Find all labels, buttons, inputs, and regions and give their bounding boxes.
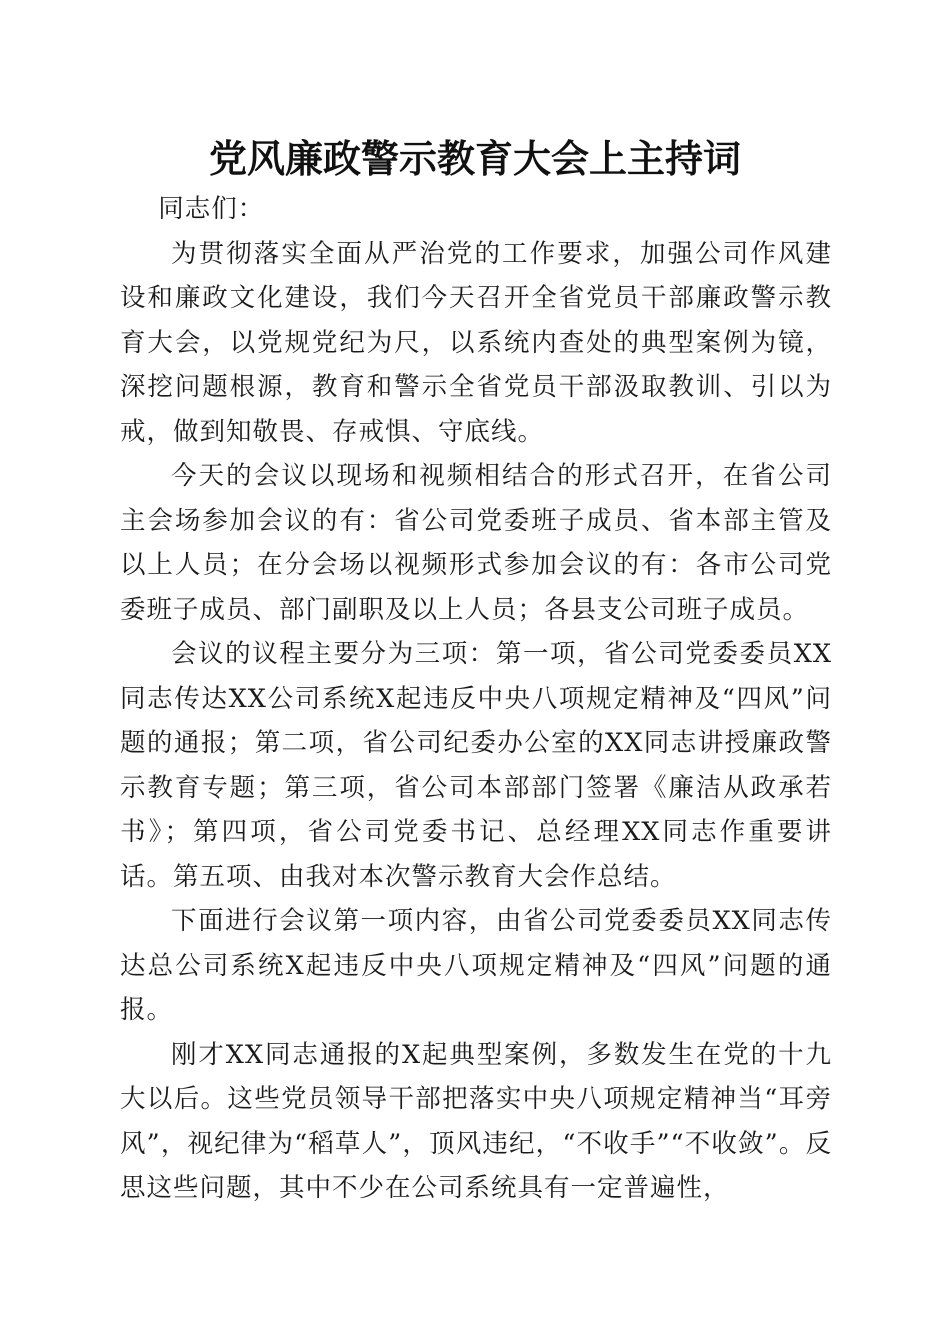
document-title: 党风廉政警示教育大会上主持词 — [208, 136, 741, 181]
salutation: 同志们： — [158, 194, 265, 224]
paragraph-attendance: 今天的会议以现场和视频相结合的形式召开，在省公司主会场参加会议的有：省公司党委班子成员、省本部主管及以上人员；在分会场以视频形式参加会议的有：各市公司党委班子成员、部门副职及以上人员；各县支公司班子成员。 — [120, 461, 832, 625]
document-body — [120, 187, 832, 1211]
paragraph-agenda: 会议的议程主要分为三项：第一项，省公司党委委员XX同志传达XX公司系统X起违反中央八项规定精神及“四风”问题的通报；第二项，省公司纪委办公室的XX同志讲授廉政警示教育专题；第三项，省公司本部部门签署《廉洁从政承若书》；第四项，省公司党委书记、总经理XX同志作重要讲话。第五项、由我对本次警示教育大会作总结。 — [120, 639, 832, 892]
paragraph-case-review: 刚才XX同志通报的X起典型案例，多数发生在党的十九大以后。这些党员领导干部把落实中央八项规定精神当“耳旁风”，视纪律为“稻草人”，顶风违纪，“不收手”“不收敛”。反思这些问题，其中不少在公司系统具有一定普遍性， — [120, 1039, 832, 1203]
paragraph-first-item: 下面进行会议第一项内容，由省公司党委委员XX同志传达总公司系统X起违反中央八项规定精神及“四风”问题的通报。 — [120, 906, 832, 1025]
paragraph-purpose: 为贯彻落实全面从严治党的工作要求，加强公司作风建设和廉政文化建设，我们今天召开全省党员干部廉政警示教育大会，以党规党纪为尺，以系统内查处的典型案例为镜，深挖问题根源，教育和警示全省党员干部汲取教训、引以为戒，做到知敬畏、存戒惧、守底线。 — [120, 238, 832, 447]
